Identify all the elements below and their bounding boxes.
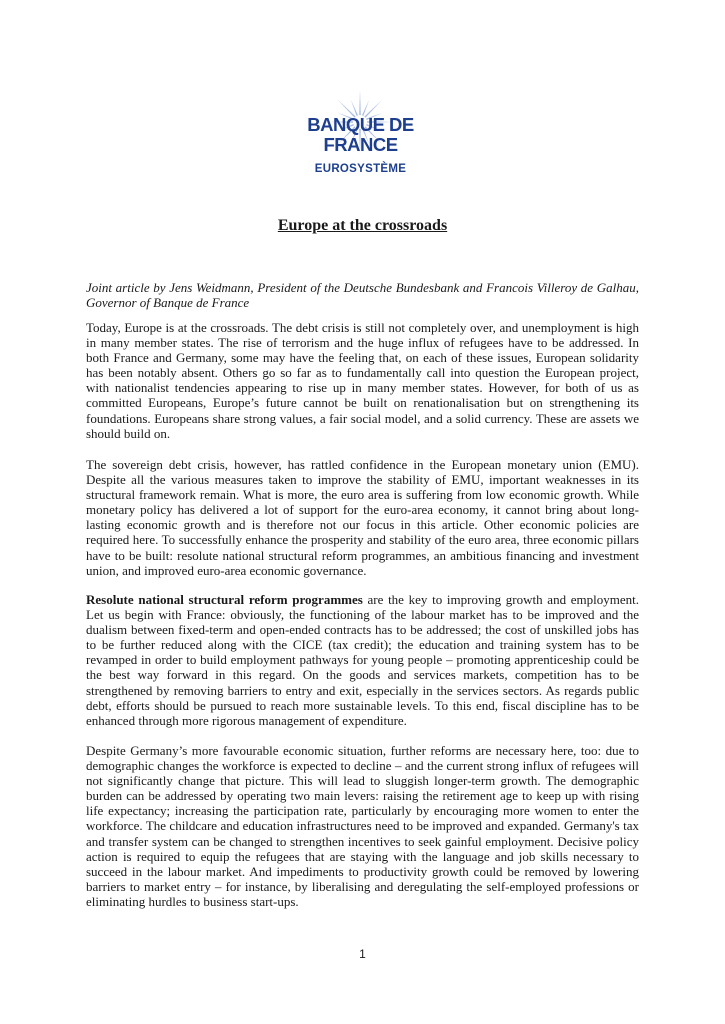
byline: Joint article by Jens Weidmann, President of the Deutsche Bundesbank and Francois Villeroy de Galhau, Governor of Banque de France [86,280,639,311]
logo-name: BANQUE DE FRANCE [307,114,414,155]
paragraph-3-body: are the key to improving growth and employment. Let us begin with France: obviously, the functioning of the labour market has to be improved and the dualism between fixed-term and open-ended contracts has to be addressed; the cost of unskilled jobs has to be further reduced along with the CICE (tax credit); the education and training system has to be revamped in order to build employment pathways for young people – promoting apprenticeship could be the best way forward in this regard. On the goods and services markets, competition has to be strengthened by removing barriers to entry and exit, especially in the services sectors. As regards public debt, efforts should be pursued to reach more sustainable levels. To this end, fiscal discipline has to be enhanced through more rigorous management of expenditure. [86,592,639,728]
logo-subtitle: EUROSYSTÈME [314,163,407,175]
paragraph-1: Today, Europe is at the crossroads. The debt crisis is still not completely over, and unemployment is high in many member states. The rise of terrorism and the huge influx of refugees have to be addressed. In both France and Germany, some may have the feeling that, on each of these issues, European solidarity has been notably absent. Others go so far as to fundamentally call into question the European project, with nationalist tendencies appearing to rise up in many member states. However, for both of us as committed Europeans, Europe’s future cannot be built on renationalisation but on strengthening its foundations. Europeans share strong values, a fair social model, and a solid currency. These are assets we should build on. [86,320,639,441]
paragraph-3-lead: Resolute national structural reform programmes [86,592,363,607]
page-number: 1 [359,947,366,961]
banque-de-france-logo [268,88,453,184]
emblem-ray [359,90,361,115]
paragraph-4: Despite Germany’s more favourable economic situation, further reforms are necessary here, too: due to demographic changes the workforce is expected to decline – and the current strong influx of refugees will not significantly change that picture. This will lead to sluggish longer-term growth. The demographic burden can be addressed by operating two main levers: raising the retirement age to keep up with rising life expectancy; increasing the participation rate, particularly by encouraging more women to enter the workforce. The childcare and education infrastructures need to be improved and expanded. Germany's tax and transfer system can be changed to strengthen incentives to seek gainful employment. Decisive policy action is required to equip the refugees that are staying with the language and job skills necessary to succeed in the labour market. And impediments to productivity growth could be removed by lowering barriers to market entry – for instance, by liberalising and deregulating the self-employed professions or eliminating hurdles to business start-ups. [86,743,639,909]
paragraph-2: The sovereign debt crisis, however, has rattled confidence in the European monetary union (EMU). Despite all the various measures taken to improve the stability of EMU, important weaknesses in its structural framework remain. What is more, the euro area is suffering from low economic growth. While monetary policy has delivered a lot of support for the euro-area economy, it cannot bring about long-lasting economic growth and is therefore not our focus in this article. Other economic policies are required here. To successfully enhance the prosperity and stability of the euro area, three economic pillars have to be built: resolute national structural reform programmes, an ambitious financing and investment union, and improved euro-area economic governance. [86,457,639,578]
document-title: Europe at the crossroads [277,217,448,234]
paragraph-3 [86,592,639,728]
